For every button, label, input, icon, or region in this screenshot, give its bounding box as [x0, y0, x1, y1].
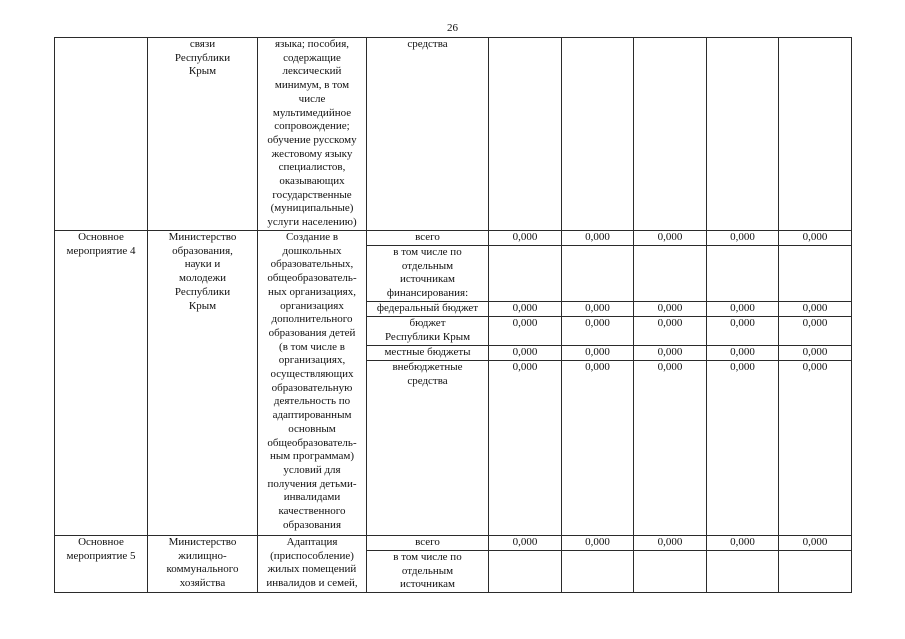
value-cell-year-3	[634, 38, 707, 231]
text-line: источникам	[400, 273, 455, 286]
text-line: деятельность по	[273, 395, 351, 408]
text-line: жилых помещений	[267, 563, 357, 576]
content-cell	[258, 38, 367, 231]
value-cell-year-3: 0,000	[634, 361, 707, 536]
funding-source-cell	[367, 231, 489, 246]
text-line: образования,	[172, 244, 233, 257]
value-cell-year-1: 0,000	[489, 361, 562, 536]
text-line: Республики	[174, 285, 231, 298]
text-line: бюджет	[409, 317, 446, 329]
text-line: жилищно-	[178, 549, 227, 562]
page-number: 26	[447, 22, 458, 34]
table-row-continued	[55, 38, 852, 231]
text-line: инвалидов и семей,	[266, 577, 358, 590]
value-cell-year-5: 0,000	[779, 302, 852, 317]
text-line: образования детей	[268, 326, 356, 339]
value-cell-year-2: 0,000	[562, 361, 634, 536]
value-cell-year-1	[489, 38, 562, 231]
value-cell-year-2: 0,000	[562, 302, 634, 317]
value-cell-year-3: 0,000	[634, 302, 707, 317]
text-line: мультимедийное	[272, 106, 352, 119]
text-line: всего	[415, 536, 440, 548]
text-line: молодежи	[179, 272, 226, 285]
value-cell-year-2: 0,000	[562, 231, 634, 246]
text-line: услуги населению)	[267, 216, 357, 229]
text-line: образования	[282, 518, 342, 531]
text-line: минимум, в том	[274, 79, 350, 92]
value-cell-year-4	[707, 551, 779, 593]
value-cell-year-2	[562, 551, 634, 593]
value-cell-year-1	[489, 246, 562, 302]
text-line: Адаптация	[286, 536, 338, 548]
value-cell-year-1: 0,000	[489, 231, 562, 246]
text-line: отдельным	[401, 564, 454, 577]
content-cell	[258, 536, 367, 593]
text-line: внебюджетные	[392, 361, 463, 373]
funding-source-cell	[367, 536, 489, 551]
text-line: Крым	[188, 65, 217, 78]
value-cell-year-5: 0,000	[779, 536, 852, 551]
text-line: финансирования:	[386, 287, 469, 300]
value-cell-year-4: 0,000	[707, 231, 779, 246]
value-cell-year-5: 0,000	[779, 317, 852, 346]
value-cell-year-3: 0,000	[634, 317, 707, 346]
text-line: общеобразователь-	[267, 272, 357, 285]
value-cell-year-3	[634, 551, 707, 593]
value-cell-year-4: 0,000	[707, 361, 779, 536]
value-cell-year-1	[489, 551, 562, 593]
value-cell-year-2	[562, 246, 634, 302]
funding-table	[54, 37, 852, 593]
text-line: условий для	[283, 463, 341, 476]
value-cell-year-4: 0,000	[707, 302, 779, 317]
text-line: в том числе по	[393, 246, 462, 258]
text-line: всего	[415, 231, 440, 243]
text-line: обучение русскому	[267, 133, 357, 146]
text-line: местные бюджеты	[384, 346, 471, 358]
text-line: Создание в	[285, 231, 339, 243]
value-cell-year-3: 0,000	[634, 346, 707, 361]
funding-source-cell: средства	[367, 38, 489, 231]
funding-source-cell	[367, 246, 489, 302]
executor-cell	[148, 231, 258, 536]
value-cell-year-5: 0,000	[779, 346, 852, 361]
text-line: организациях,	[278, 354, 346, 367]
text-line: (приспособление)	[270, 549, 354, 562]
text-line: образовательных,	[270, 258, 354, 271]
text-line: связи	[189, 38, 216, 50]
value-cell-year-5: 0,000	[779, 231, 852, 246]
text-line: общеобразователь-	[267, 436, 357, 449]
text-line: источникам	[400, 578, 455, 591]
text-line: средства	[407, 374, 448, 387]
text-line: языка; пособия,	[275, 38, 349, 50]
text-line: оказывающих	[279, 175, 345, 188]
table-row-m4-funding-0	[55, 231, 852, 246]
executor-cell	[148, 38, 258, 231]
text-line: отдельным	[401, 259, 454, 272]
event-name-cell	[55, 231, 148, 536]
text-line: сопровождение;	[274, 120, 350, 133]
text-line: (в том числе в	[279, 340, 345, 353]
text-line: адаптированным	[272, 409, 352, 422]
text-line: инвалидами	[283, 491, 341, 504]
value-cell-year-4: 0,000	[707, 346, 779, 361]
funding-source-cell	[367, 361, 489, 536]
value-cell-year-2: 0,000	[562, 536, 634, 551]
text-line: числе	[298, 92, 326, 105]
text-line: мероприятие 4	[66, 244, 136, 257]
value-cell-year-4: 0,000	[707, 536, 779, 551]
value-cell-year-3: 0,000	[634, 536, 707, 551]
value-cell-year-5	[779, 246, 852, 302]
text-line: Основное	[78, 536, 124, 548]
text-line: Министерство	[168, 536, 237, 548]
value-cell-year-2: 0,000	[562, 346, 634, 361]
funding-source-cell	[367, 346, 489, 361]
value-cell-year-1: 0,000	[489, 346, 562, 361]
funding-source-cell	[367, 302, 489, 317]
value-cell-year-1: 0,000	[489, 302, 562, 317]
text-line: науки и	[184, 258, 221, 271]
text-line: Республики	[174, 51, 231, 64]
value-cell-year-5: 0,000	[779, 361, 852, 536]
text-line: федеральный бюджет	[376, 302, 479, 314]
text-line: Республики Крым	[384, 330, 471, 343]
text-line: (муниципальные)	[270, 202, 354, 215]
text-line: качественного	[278, 505, 346, 518]
content-cell	[258, 231, 367, 536]
text-line: образовательную	[271, 381, 353, 394]
value-cell-year-4: 0,000	[707, 317, 779, 346]
value-cell-year-2	[562, 38, 634, 231]
value-cell-year-3: 0,000	[634, 231, 707, 246]
value-cell-year-3	[634, 246, 707, 302]
table-row-m5-funding-0	[55, 536, 852, 551]
text-line: ным программам)	[269, 450, 355, 463]
executor-cell	[148, 536, 258, 593]
text-line: содержащие	[283, 51, 341, 64]
text-line: основным	[288, 422, 336, 435]
text-line: мероприятие 5	[66, 549, 136, 562]
value-cell-year-5	[779, 551, 852, 593]
value-cell-year-5	[779, 38, 852, 231]
text-line: коммунального	[166, 563, 239, 576]
funding-source-cell	[367, 317, 489, 346]
funding-source-cell	[367, 551, 489, 593]
text-line: дополнительного	[271, 313, 353, 326]
text-line: осуществляющих	[270, 368, 354, 381]
text-line: Крым	[188, 299, 217, 312]
event-name-cell	[55, 38, 148, 231]
text-line: специалистов,	[278, 161, 346, 174]
text-line: государственные	[272, 188, 352, 201]
text-line: Основное	[78, 231, 124, 243]
event-name-cell	[55, 536, 148, 593]
text-line: ных организациях,	[267, 285, 356, 298]
text-line: Министерство	[168, 231, 237, 243]
text-line: получения детьми-	[267, 477, 357, 490]
value-cell-year-1: 0,000	[489, 536, 562, 551]
text-line: лексический	[282, 65, 342, 78]
value-cell-year-1: 0,000	[489, 317, 562, 346]
text-line: хозяйства	[179, 577, 226, 590]
text-line: жестовому языку	[271, 147, 353, 160]
value-cell-year-2: 0,000	[562, 317, 634, 346]
text-line: в том числе по	[393, 551, 462, 563]
value-cell-year-4	[707, 38, 779, 231]
text-line: дошкольных	[282, 244, 342, 257]
text-line: организациях	[280, 299, 344, 312]
value-cell-year-4	[707, 246, 779, 302]
